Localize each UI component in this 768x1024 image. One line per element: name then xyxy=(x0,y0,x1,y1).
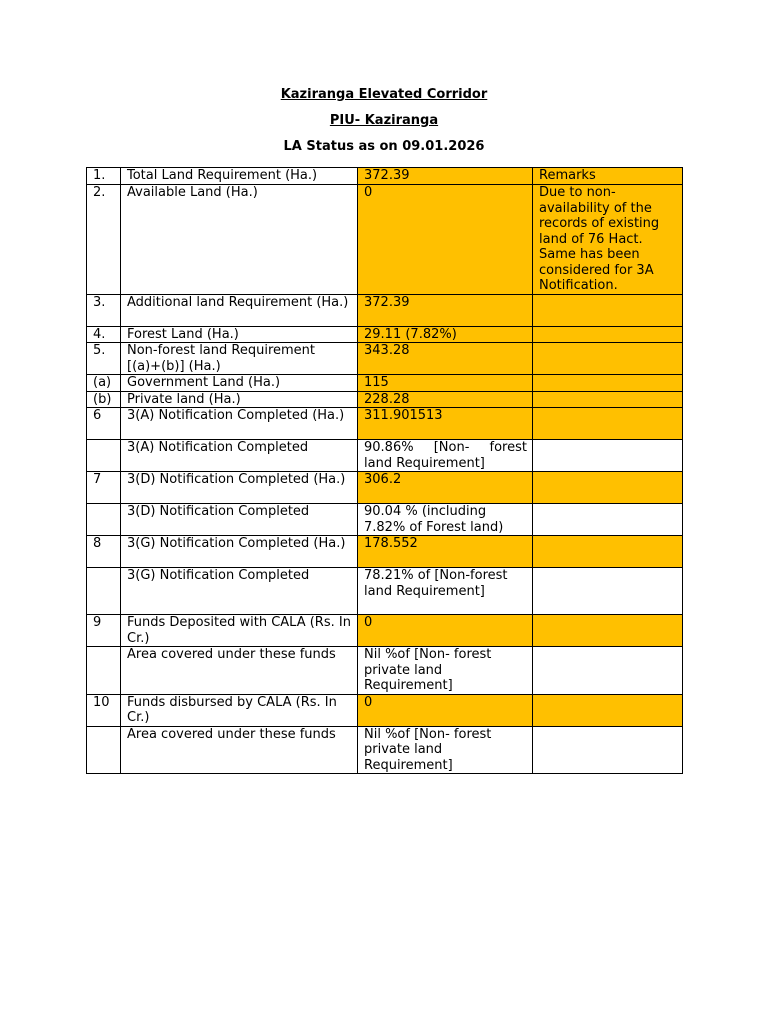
row-number xyxy=(87,647,121,695)
row-value: 178.552 xyxy=(358,536,533,568)
row-description: 3(A) Notification Completed (Ha.) xyxy=(121,408,358,440)
table-row xyxy=(87,536,683,568)
row-number: 5. xyxy=(87,343,121,375)
row-value: 90.04 % (including 7.82% of Forest land) xyxy=(358,504,533,536)
row-value: 311.901513 xyxy=(358,408,533,440)
table-body xyxy=(87,168,683,774)
row-number: 10 xyxy=(87,694,121,726)
row-remarks xyxy=(533,726,683,774)
row-remarks xyxy=(533,375,683,392)
table-row xyxy=(87,568,683,615)
row-number: 9 xyxy=(87,615,121,647)
row-value: 0 xyxy=(358,615,533,647)
row-remarks xyxy=(533,343,683,375)
table-row xyxy=(87,472,683,504)
row-description: Government Land (Ha.) xyxy=(121,375,358,392)
table-row xyxy=(87,375,683,392)
row-remarks xyxy=(533,694,683,726)
table-row xyxy=(87,504,683,536)
row-value: 90.86% [Non- forest land Requirement] xyxy=(358,440,533,472)
row-value: 78.21% of [Non-forest land Requirement] xyxy=(358,568,533,615)
row-description: Additional land Requirement (Ha.) xyxy=(121,294,358,326)
row-value: Nil %of [Non- forest private land Requirement] xyxy=(358,647,533,695)
row-description: Private land (Ha.) xyxy=(121,391,358,408)
row-description: 3(D) Notification Completed (Ha.) xyxy=(121,472,358,504)
row-number: 6 xyxy=(87,408,121,440)
row-remarks xyxy=(533,408,683,440)
row-description: Forest Land (Ha.) xyxy=(121,326,358,343)
row-description: Funds disbursed by CALA (Rs. In Cr.) xyxy=(121,694,358,726)
row-number: 2. xyxy=(87,185,121,295)
row-value: 228.28 xyxy=(358,391,533,408)
table-row xyxy=(87,726,683,774)
table-row xyxy=(87,326,683,343)
row-description: Non-forest land Requirement [(a)+(b)] (Ha.) xyxy=(121,343,358,375)
row-number: 3. xyxy=(87,294,121,326)
table-row xyxy=(87,391,683,408)
row-remarks xyxy=(533,568,683,615)
row-number: (a) xyxy=(87,375,121,392)
table-row xyxy=(87,615,683,647)
table-row xyxy=(87,694,683,726)
row-value: 343.28 xyxy=(358,343,533,375)
row-remarks xyxy=(533,536,683,568)
row-description: Area covered under these funds xyxy=(121,647,358,695)
row-remarks xyxy=(533,326,683,343)
row-number xyxy=(87,504,121,536)
row-remarks: Due to non-availability of the records of existing land of 76 Hact. Same has been considered for 3A Notification. xyxy=(533,185,683,295)
row-number: 7 xyxy=(87,472,121,504)
table-row xyxy=(87,185,683,295)
table-row xyxy=(87,294,683,326)
row-description: Funds Deposited with CALA (Rs. In Cr.) xyxy=(121,615,358,647)
row-remarks xyxy=(533,472,683,504)
row-value: Nil %of [Non- forest private land Requirement] xyxy=(358,726,533,774)
row-description: Total Land Requirement (Ha.) xyxy=(121,168,358,185)
row-number: 8 xyxy=(87,536,121,568)
row-number: 1. xyxy=(87,168,121,185)
table-row xyxy=(87,343,683,375)
row-remarks xyxy=(533,294,683,326)
row-description: Area covered under these funds xyxy=(121,726,358,774)
row-value: 29.11 (7.82%) xyxy=(358,326,533,343)
table-row xyxy=(87,647,683,695)
row-remarks xyxy=(533,440,683,472)
row-number xyxy=(87,726,121,774)
row-remarks xyxy=(533,615,683,647)
document-title: Kaziranga Elevated Corridor xyxy=(280,87,488,102)
row-value: 306.2 xyxy=(358,472,533,504)
row-value: 115 xyxy=(358,375,533,392)
document-subtitle: PIU- Kaziranga xyxy=(329,113,439,128)
row-description: 3(D) Notification Completed xyxy=(121,504,358,536)
row-value: 0 xyxy=(358,694,533,726)
row-value: 0 xyxy=(358,185,533,295)
row-value: 372.39 xyxy=(358,294,533,326)
row-remarks xyxy=(533,504,683,536)
row-number: 4. xyxy=(87,326,121,343)
row-remarks: Remarks xyxy=(533,168,683,185)
row-number: (b) xyxy=(87,391,121,408)
row-value: 372.39 xyxy=(358,168,533,185)
row-number xyxy=(87,440,121,472)
row-description: 3(A) Notification Completed xyxy=(121,440,358,472)
row-description: Available Land (Ha.) xyxy=(121,185,358,295)
row-description: 3(G) Notification Completed (Ha.) xyxy=(121,536,358,568)
status-date-heading: LA Status as on 09.01.2026 xyxy=(283,139,485,154)
row-description: 3(G) Notification Completed xyxy=(121,568,358,615)
la-status-table xyxy=(86,167,683,774)
table-row xyxy=(87,440,683,472)
row-remarks xyxy=(533,391,683,408)
row-remarks xyxy=(533,647,683,695)
row-number xyxy=(87,568,121,615)
table-row xyxy=(87,408,683,440)
table-row xyxy=(87,168,683,185)
